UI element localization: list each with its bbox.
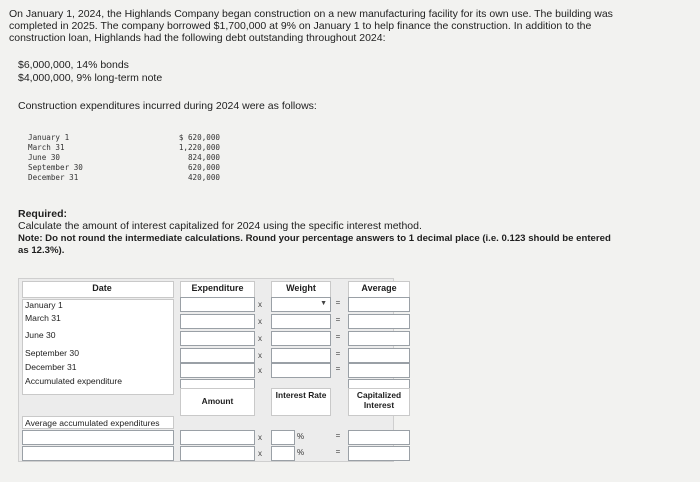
equals-sign: = [335,315,341,324]
average-input[interactable] [348,297,410,312]
expenditure-date: January 1 [28,133,70,142]
amount-input[interactable] [180,446,255,461]
interest-rate-input[interactable] [271,430,295,445]
chevron-down-icon: ▼ [320,300,327,307]
expenditure-amount: 1,220,000 [178,143,220,152]
expenditure-amount: 824,000 [187,153,220,162]
accumulated-label: Accumulated expenditure [25,376,122,386]
header-amount: Amount [201,396,234,406]
times-sign: x [258,317,262,326]
equals-sign: = [335,447,341,456]
weight-select[interactable] [271,363,331,378]
required-text: Calculate the amount of interest capitalized for 2024 using the specific interest method. [18,220,422,232]
times-sign: x [258,366,262,375]
capitalized-interest-input[interactable] [348,446,410,461]
average-input[interactable] [348,363,410,378]
times-sign: x [258,433,262,442]
times-sign: x [258,334,262,343]
expenditures-intro: Construction expenditures incurred during 2024 were as follows: [18,100,317,112]
times-sign: x [258,449,262,458]
row-label: December 31 [25,362,77,372]
row-label: September 30 [25,348,79,358]
percent-sign: % [297,432,305,441]
expenditure-input[interactable] [180,363,255,378]
row-label: January 1 [25,300,63,310]
expenditure-input[interactable] [180,314,255,329]
weight-select[interactable] [271,297,331,312]
worksheet-table [18,278,402,462]
header-interest-rate: Interest Rate [275,390,327,400]
expenditure-dates [28,133,83,183]
row-label: March 31 [25,313,61,323]
amount-input[interactable] [180,430,255,445]
avg-accumulated-label: Average accumulated expenditures [25,418,160,428]
avg-accumulated-row-1[interactable] [22,430,174,445]
average-input[interactable] [348,348,410,363]
required-note-1: Note: Do not round the intermediate calculations. Round your percentage answers to 1 decimal place (i.e. 0.123 should be entered [18,233,611,244]
expenditure-input[interactable] [180,297,255,312]
expenditure-date: December 31 [28,173,79,182]
equals-sign: = [335,349,341,358]
times-sign: x [258,351,262,360]
interest-rate-input[interactable] [271,446,295,461]
equals-sign: = [335,298,341,307]
expenditure-amount: 620,000 [187,163,220,172]
header-weight: Weight [286,283,316,293]
header-capitalized-interest: Capitalized Interest [356,390,402,410]
row-label: June 30 [25,330,56,340]
equals-sign: = [335,332,341,341]
required-heading: Required: [18,208,68,220]
expenditure-amount: $ 620,000 [178,133,220,142]
avg-accumulated-row-2[interactable] [22,446,174,461]
average-input[interactable] [348,331,410,346]
expenditure-amount: 420,000 [187,173,220,182]
capitalized-interest-input[interactable] [348,430,410,445]
debt-bonds: $6,000,000, 14% bonds [18,59,129,71]
problem-line-3: construction loan, Highlands had the following debt outstanding throughout 2024: [9,32,386,44]
expenditure-date: September 30 [28,163,83,172]
required-note-2: as 12.3%). [18,245,65,256]
average-input[interactable] [348,314,410,329]
expenditure-date: March 31 [28,143,65,152]
debt-note: $4,000,000, 9% long-term note [18,72,163,84]
header-expenditure: Expenditure [191,283,244,293]
weight-select[interactable] [271,348,331,363]
expenditure-date: June 30 [28,153,61,162]
weight-select[interactable] [271,331,331,346]
problem-line-2: completed in 2025. The company borrowed $1,700,000 at 9% on January 1 to help finance the construction. In addition to the [9,20,592,32]
expenditure-amounts [170,133,220,183]
times-sign: x [258,300,262,309]
problem-line-1: On January 1, 2024, the Highlands Company began construction on a new manufacturing facility for its own use. The building was [9,8,613,20]
header-date: Date [92,283,112,293]
weight-select[interactable] [271,314,331,329]
equals-sign: = [335,431,341,440]
percent-sign: % [297,448,305,457]
expenditure-input[interactable] [180,348,255,363]
equals-sign: = [335,364,341,373]
header-average: Average [361,283,397,293]
expenditure-input[interactable] [180,331,255,346]
